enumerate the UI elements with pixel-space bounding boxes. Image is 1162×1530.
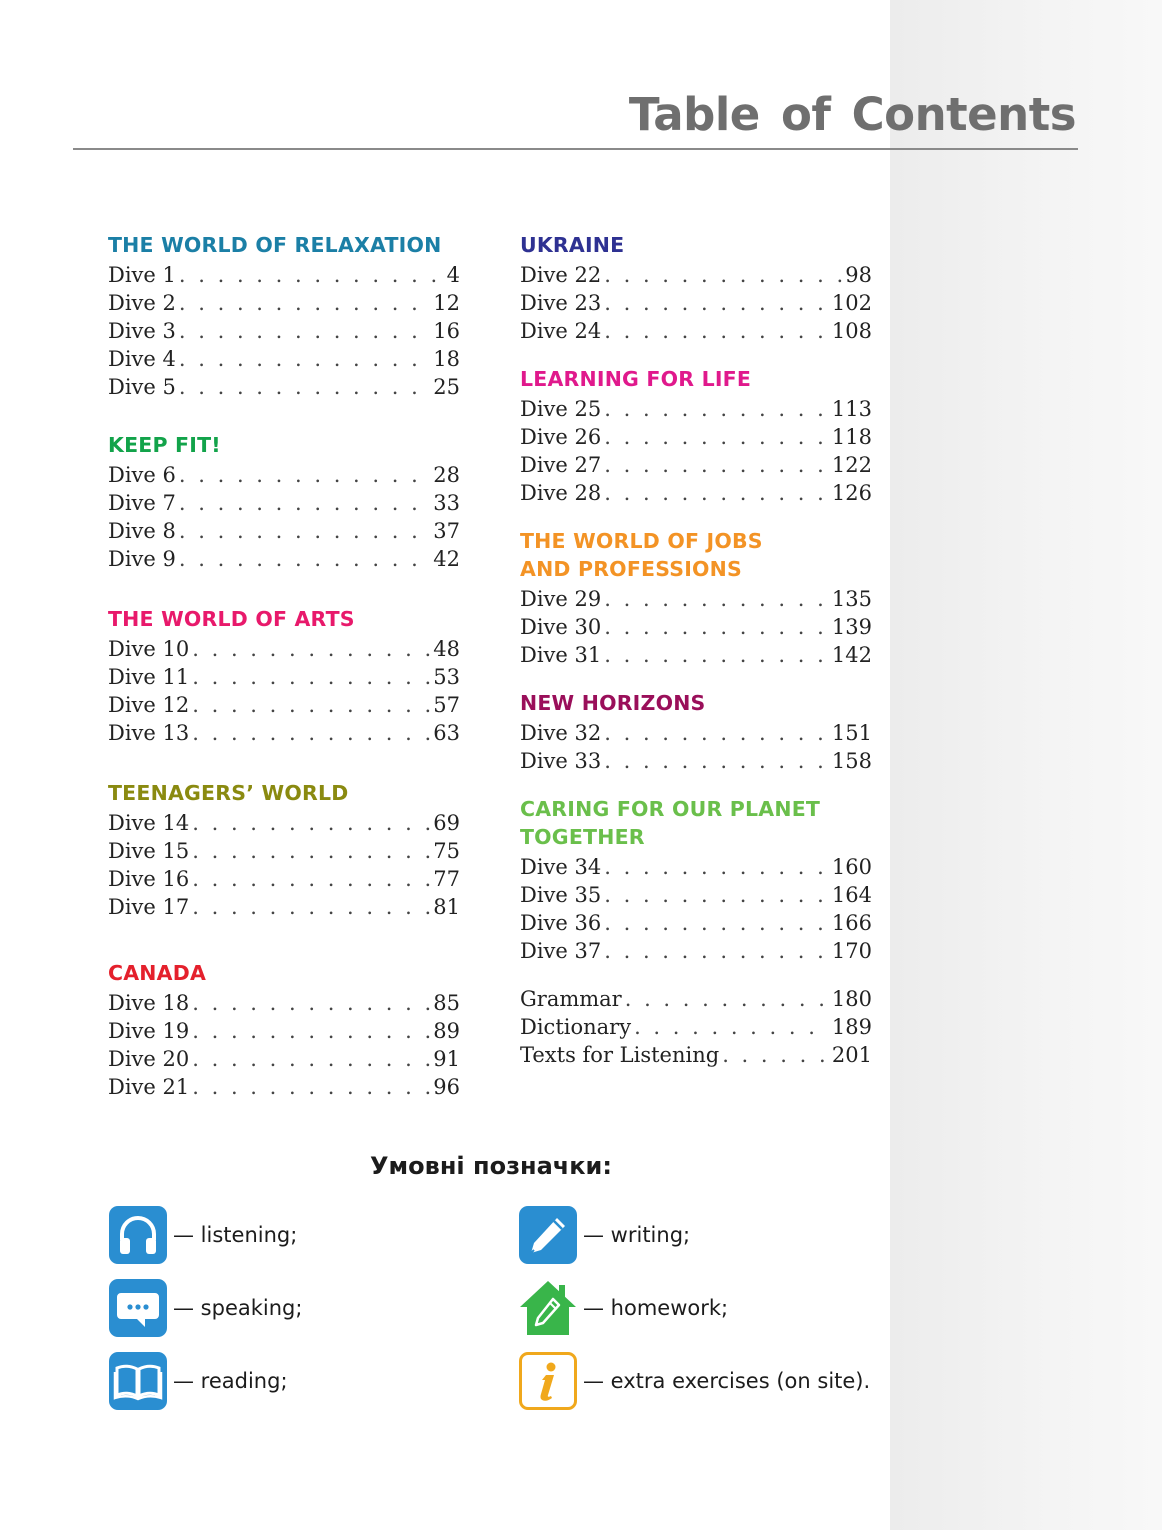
dot-leader	[604, 395, 829, 423]
toc-entry[interactable]	[108, 635, 460, 663]
toc-section-title: THE WORLD OF RELAXATION	[108, 233, 442, 257]
toc-entry-page: 91	[433, 1047, 460, 1071]
toc-entry[interactable]	[520, 641, 872, 669]
toc-section-title: CARING FOR OUR PLANET TOGETHER	[520, 797, 821, 849]
toc-entry[interactable]	[108, 893, 460, 921]
toc-entry[interactable]	[108, 691, 460, 719]
dot-leader	[192, 1017, 430, 1045]
toc-entry-label: Dive 12	[108, 693, 190, 717]
toc-entry[interactable]	[108, 1017, 460, 1045]
dot-leader	[192, 989, 430, 1017]
dot-leader	[604, 479, 829, 507]
toc-section-title: TEENAGERS’ WORLD	[108, 781, 349, 805]
toc-entry-label: Texts for Listening	[520, 1043, 720, 1067]
toc-entry-label: Dive 4	[108, 347, 176, 371]
toc-entry[interactable]	[520, 853, 872, 881]
toc-section-title: KEEP FIT!	[108, 433, 221, 457]
toc-entry[interactable]	[108, 345, 460, 373]
toc-entry-page: 53	[433, 665, 460, 689]
legend-text-listening: — listening;	[173, 1223, 298, 1247]
toc-entry-label: Dive 26	[520, 425, 602, 449]
toc-entry-page: 166	[831, 911, 872, 935]
toc-entry-label: Dive 22	[520, 263, 602, 287]
toc-entry[interactable]	[520, 585, 872, 613]
toc-section-title: UKRAINE	[520, 233, 625, 257]
toc-section	[520, 527, 872, 669]
toc-entry-label: Grammar	[520, 987, 622, 1011]
dot-leader	[722, 1041, 829, 1069]
toc-entry[interactable]	[108, 719, 460, 747]
toc-entry[interactable]	[520, 937, 872, 965]
toc-entry-page: 118	[831, 425, 872, 449]
toc-entry-page: 170	[831, 939, 872, 963]
toc-section	[520, 231, 872, 345]
toc-section	[108, 431, 460, 573]
toc-entry[interactable]	[520, 289, 872, 317]
toc-section	[108, 779, 460, 921]
toc-entry[interactable]	[520, 451, 872, 479]
toc-entry[interactable]	[108, 545, 460, 573]
toc-entry-label: Dive 37	[520, 939, 602, 963]
toc-entry-label: Dive 35	[520, 883, 602, 907]
dot-leader	[604, 747, 829, 775]
toc-entry-label: Dive 36	[520, 911, 602, 935]
dot-leader	[179, 289, 430, 317]
dot-leader	[179, 489, 430, 517]
dot-leader	[634, 1013, 829, 1041]
headphones-icon	[109, 1206, 167, 1264]
toc-entry-page: 85	[433, 991, 460, 1015]
toc-entry-page: 151	[831, 721, 872, 745]
dot-leader	[604, 909, 829, 937]
toc-section-title: LEARNING FOR LIFE	[520, 367, 752, 391]
toc-entry-page: 77	[433, 867, 460, 891]
toc-entry[interactable]	[520, 909, 872, 937]
dot-leader	[192, 809, 430, 837]
toc-entry-label: Dive 9	[108, 547, 176, 571]
toc-entry[interactable]	[520, 747, 872, 775]
toc-section-title: THE WORLD OF JOBS AND PROFESSIONS	[520, 529, 763, 581]
toc-entry[interactable]	[108, 865, 460, 893]
dot-leader	[192, 865, 430, 893]
toc-entry-page: 139	[831, 615, 872, 639]
toc-entry[interactable]	[108, 1073, 460, 1101]
toc-entry[interactable]	[108, 837, 460, 865]
toc-entry[interactable]	[520, 423, 872, 451]
legend-item-homework	[519, 1279, 728, 1337]
toc-entry-page: 98	[845, 263, 872, 287]
toc-entry-page: 33	[433, 491, 460, 515]
toc-entry[interactable]	[520, 613, 872, 641]
toc-entry-page: 142	[831, 643, 872, 667]
toc-entry-page: 48	[433, 637, 460, 661]
toc-entry-page: 4	[446, 263, 460, 287]
toc-section	[520, 795, 872, 965]
toc-entry-label: Dive 31	[520, 643, 602, 667]
dot-leader	[192, 663, 430, 691]
toc-entry-page: 75	[433, 839, 460, 863]
dot-leader	[604, 261, 842, 289]
toc-entry[interactable]	[108, 989, 460, 1017]
toc-entry-page: 12	[433, 291, 460, 315]
toc-entry-label: Dive 6	[108, 463, 176, 487]
toc-entry[interactable]	[108, 517, 460, 545]
toc-entry-page: 126	[831, 481, 872, 505]
toc-entry-page: 57	[433, 693, 460, 717]
toc-column-left	[108, 231, 460, 1101]
toc-entry-label: Dive 25	[520, 397, 602, 421]
toc-section-title: THE WORLD OF ARTS	[108, 607, 355, 631]
toc-entry-page: 164	[831, 883, 872, 907]
toc-entry-label: Dive 32	[520, 721, 602, 745]
toc-entry-label: Dive 19	[108, 1019, 190, 1043]
dot-leader	[179, 517, 430, 545]
dot-leader	[179, 345, 430, 373]
toc-entry[interactable]	[108, 1045, 460, 1073]
toc-entry-label: Dive 1	[108, 263, 176, 287]
house-pencil-icon	[519, 1279, 577, 1337]
speech-bubble-icon	[109, 1279, 167, 1337]
toc-entry-label: Dive 15	[108, 839, 190, 863]
toc-entry-label: Dive 24	[520, 319, 602, 343]
toc-entry-page: 122	[831, 453, 872, 477]
dot-leader	[604, 317, 829, 345]
toc-entry-page: 81	[433, 895, 460, 919]
toc-entry[interactable]	[520, 1041, 872, 1069]
toc-entry[interactable]	[520, 317, 872, 345]
toc-section-title: NEW HORIZONS	[520, 691, 706, 715]
toc-entry-label: Dive 17	[108, 895, 190, 919]
toc-entry-label: Dive 21	[108, 1075, 190, 1099]
legend-item-writing	[519, 1206, 690, 1264]
toc-entry-label: Dive 3	[108, 319, 176, 343]
toc-entry[interactable]	[520, 395, 872, 423]
toc-section	[520, 365, 872, 507]
toc-section	[108, 231, 460, 401]
toc-entry[interactable]	[108, 461, 460, 489]
toc-entry-page: 158	[831, 749, 872, 773]
toc-entry-label: Dive 28	[520, 481, 602, 505]
toc-entry-page: 89	[433, 1019, 460, 1043]
toc-entry-label: Dive 10	[108, 637, 190, 661]
dot-leader	[625, 985, 829, 1013]
legend-text-speaking: — speaking;	[173, 1296, 303, 1320]
dot-leader	[604, 719, 829, 747]
dot-leader	[192, 719, 430, 747]
legend-item-speaking	[109, 1279, 302, 1337]
toc-entry-page: 180	[831, 987, 872, 1011]
dot-leader	[604, 451, 829, 479]
toc-entry[interactable]	[108, 289, 460, 317]
toc-entry-label: Dive 34	[520, 855, 602, 879]
toc-entry-page: 25	[433, 375, 460, 399]
toc-entry-page: 201	[831, 1043, 872, 1067]
info-icon	[519, 1352, 577, 1410]
legend-item-reading	[109, 1352, 288, 1410]
toc-entry-label: Dive 13	[108, 721, 190, 745]
dot-leader	[192, 635, 430, 663]
dot-leader	[604, 585, 829, 613]
page-title: Table of Contents	[628, 88, 1076, 141]
toc-entry[interactable]	[108, 489, 460, 517]
toc-entry[interactable]	[520, 881, 872, 909]
dot-leader	[604, 289, 829, 317]
toc-entry-page: 18	[433, 347, 460, 371]
dot-leader	[179, 261, 444, 289]
dot-leader	[192, 1045, 430, 1073]
pen-icon	[519, 1206, 577, 1264]
toc-entry-label: Dive 29	[520, 587, 602, 611]
toc-entry-label: Dive 14	[108, 811, 190, 835]
dot-leader	[179, 545, 430, 573]
toc-section	[108, 959, 460, 1101]
toc-entry-page: 69	[433, 811, 460, 835]
legend-text-extra: — extra exercises (on site).	[583, 1369, 871, 1393]
dot-leader	[192, 691, 430, 719]
toc-entry-page: 135	[831, 587, 872, 611]
toc-section	[520, 689, 872, 775]
toc-entry[interactable]	[520, 985, 872, 1013]
toc-entry-page: 160	[831, 855, 872, 879]
toc-entry-page: 63	[433, 721, 460, 745]
toc-entry[interactable]	[520, 1013, 872, 1041]
dot-leader	[179, 317, 430, 345]
toc-entry-page: 108	[831, 319, 872, 343]
toc-column-right	[520, 231, 872, 1069]
toc-entry-page: 28	[433, 463, 460, 487]
legend-title: Умовні позначки:	[370, 1152, 612, 1180]
toc-section	[108, 605, 460, 747]
toc-entry-label: Dive 2	[108, 291, 176, 315]
toc-entry[interactable]	[108, 317, 460, 345]
toc-entry[interactable]	[520, 261, 872, 289]
legend-text-reading: — reading;	[173, 1369, 288, 1393]
toc-entry-label: Dive 30	[520, 615, 602, 639]
toc-entry-label: Dive 11	[108, 665, 190, 689]
legend-text-homework: — homework;	[583, 1296, 729, 1320]
toc-entry-label: Dive 8	[108, 519, 176, 543]
legend-item-extra	[519, 1352, 870, 1410]
legend-item-listening	[109, 1206, 297, 1264]
toc-entry[interactable]	[108, 373, 460, 401]
side-band	[890, 0, 1162, 1530]
toc-entry[interactable]	[520, 479, 872, 507]
toc-entry-label: Dive 18	[108, 991, 190, 1015]
toc-entry[interactable]	[108, 261, 460, 289]
open-book-icon	[109, 1352, 167, 1410]
dot-leader	[604, 641, 829, 669]
toc-entry-page: 42	[433, 547, 460, 571]
dot-leader	[604, 613, 829, 641]
dot-leader	[192, 837, 430, 865]
dot-leader	[192, 1073, 430, 1101]
toc-entry-page: 96	[433, 1075, 460, 1099]
title-divider	[73, 148, 1078, 150]
toc-entry-page: 16	[433, 319, 460, 343]
toc-entry-label: Dive 5	[108, 375, 176, 399]
dot-leader	[604, 881, 829, 909]
toc-entry-label: Dive 20	[108, 1047, 190, 1071]
toc-entry-label: Dive 7	[108, 491, 176, 515]
toc-entry-label: Dive 16	[108, 867, 190, 891]
toc-entry[interactable]	[520, 719, 872, 747]
toc-entry-page: 102	[831, 291, 872, 315]
toc-section-title: CANADA	[108, 961, 207, 985]
toc-entry[interactable]	[108, 663, 460, 691]
toc-entry-page: 37	[433, 519, 460, 543]
dot-leader	[179, 373, 430, 401]
toc-entry-page: 113	[831, 397, 872, 421]
toc-entry-page: 189	[831, 1015, 872, 1039]
dot-leader	[604, 853, 829, 881]
legend-text-writing: — writing;	[583, 1223, 691, 1247]
dot-leader	[604, 423, 829, 451]
toc-entry[interactable]	[108, 809, 460, 837]
toc-section	[520, 985, 872, 1069]
toc-entry-label: Dive 23	[520, 291, 602, 315]
dot-leader	[192, 893, 430, 921]
dot-leader	[604, 937, 829, 965]
toc-entry-label: Dive 33	[520, 749, 602, 773]
toc-entry-label: Dive 27	[520, 453, 602, 477]
toc-entry-label: Dictionary	[520, 1015, 632, 1039]
dot-leader	[179, 461, 430, 489]
